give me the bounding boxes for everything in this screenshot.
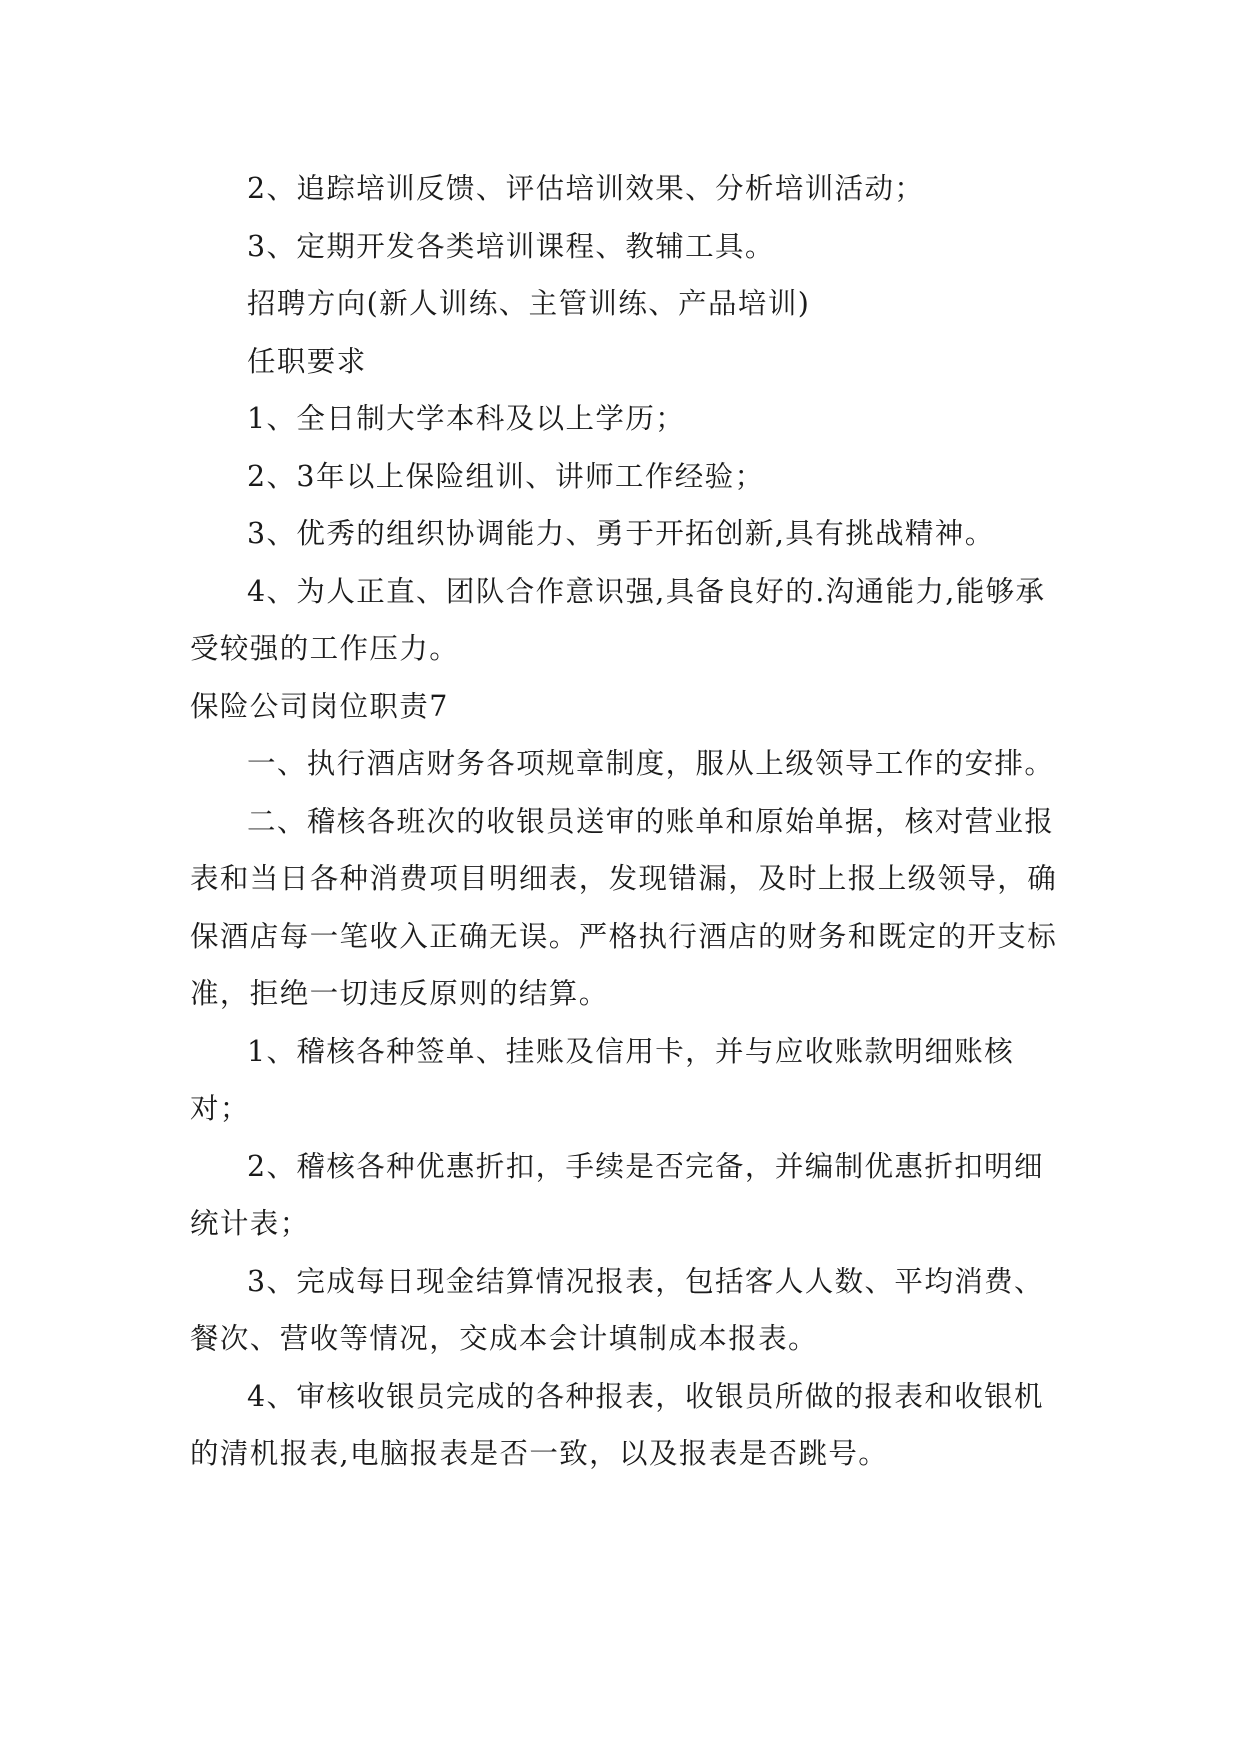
paragraph: 1、全日制大学本科及以上学历； xyxy=(247,402,686,435)
paragraph: 2、稽核各种优惠折扣，手续是否完备，并编制优惠折扣明细统计表； xyxy=(190,1149,1044,1240)
paragraph: 1、稽核各种签单、挂账及信用卡，并与应收账款明细账核对； xyxy=(190,1034,1015,1125)
paragraph: 二、稽核各班次的收银员送审的账单和原始单据，核对营业报表和当日各种消费项目明细表，发现错漏，及时上报上级领导，确保酒店每一笔收入正确无误。严格执行酒店的财务和既定的开支标准，拒绝一切违反原则的结算。 xyxy=(190,804,1058,1010)
paragraph: 4、审核收银员完成的各种报表，收银员所做的报表和收银机的清机报表,电脑报表是否一致，以及报表是否跳号。 xyxy=(190,1379,1044,1470)
document-body xyxy=(190,160,1070,1483)
paragraph: 3、完成每日现金结算情况报表，包括客人人数、平均消费、餐次、营收等情况，交成本会计填制成本报表。 xyxy=(190,1264,1044,1355)
paragraph: 3、优秀的组织协调能力、勇于开拓创新,具有挑战精神。 xyxy=(247,517,995,550)
paragraph: 一、执行酒店财务各项规章制度，服从上级领导工作的安排。 xyxy=(247,747,1055,780)
paragraph: 招聘方向(新人训练、主管训练、产品培训) xyxy=(247,287,811,320)
paragraph: 2、3年以上保险组训、讲师工作经验； xyxy=(247,459,765,493)
paragraph: 4、为人正直、团队合作意识强,具备良好的.沟通能力,能够承受较强的工作压力。 xyxy=(190,574,1046,665)
section-heading: 保险公司岗位职责7 xyxy=(190,689,449,723)
paragraph: 3、定期开发各类培训课程、教辅工具。 xyxy=(247,229,775,263)
paragraph: 2、追踪培训反馈、评估培训效果、分析培训活动； xyxy=(247,172,925,205)
paragraph: 任职要求 xyxy=(247,344,367,378)
